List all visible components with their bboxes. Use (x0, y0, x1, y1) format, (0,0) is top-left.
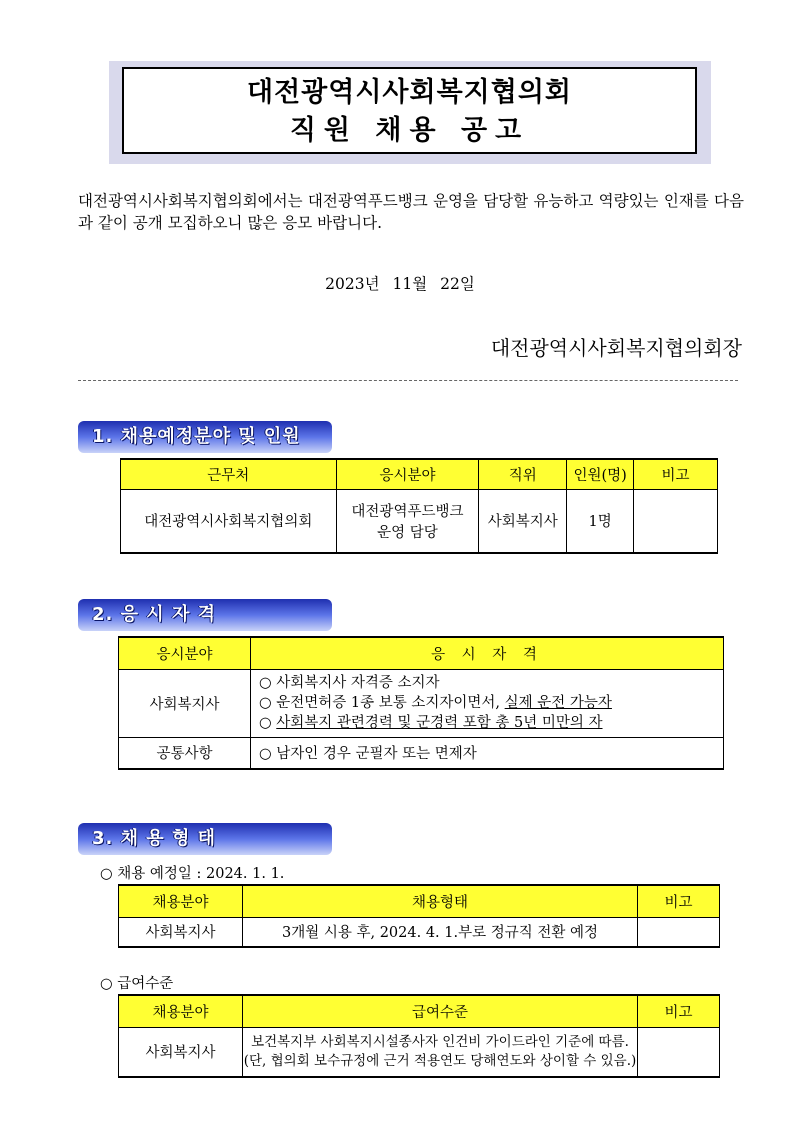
col-field: 응시분야 (119, 637, 251, 669)
section1-heading: 1. 채용예정분야 및 인원 (78, 421, 332, 453)
table-row (121, 489, 718, 553)
col-note: 비고 (638, 885, 720, 917)
table-row (119, 669, 724, 737)
cell-salary (243, 1027, 638, 1077)
cell-field: 사회복지사 (119, 1027, 243, 1077)
table-row (119, 737, 724, 769)
cell-common: 공통사항 (119, 737, 251, 769)
cell-note (638, 1027, 720, 1077)
title-line2: 직원 채용 공고 (289, 115, 530, 146)
cell-field: 사회복지사 (119, 669, 251, 737)
col-field: 응시분야 (336, 459, 479, 489)
q3-underlined: 사회복지 관련경력 및 군경력 포함 총 5년 미만의 자 (276, 715, 603, 731)
intro-paragraph: 대전광역시사회복지협의회에서는 대전광역푸드뱅크 운영을 담당할 유능하고 역량있는 인재를 다음과 같이 공개 모집하오니 많은 응모 바랍니다. (78, 192, 744, 232)
cell-qualifications (251, 669, 724, 737)
section3-heading: 3. 채 용 형 태 (78, 823, 332, 855)
salary-table (118, 994, 720, 1078)
cell-workplace: 대전광역시사회복지협의회 (121, 489, 337, 553)
qualification-1: ○ 사회복지사 자격증 소지자 (259, 675, 440, 691)
table-row (119, 1027, 720, 1077)
field-line2: 운영 담당 (377, 524, 438, 541)
salary-note: ○ 급여수준 (100, 976, 174, 992)
col-type: 채용형태 (243, 885, 638, 917)
field-line1: 대전광역푸드뱅크 (351, 503, 464, 520)
cell-note (634, 489, 718, 553)
qualification-2 (259, 693, 723, 713)
col-count: 인원(명) (567, 459, 634, 489)
qualification-3 (259, 713, 723, 733)
cell-position: 사회복지사 (479, 489, 567, 553)
col-note: 비고 (634, 459, 718, 489)
title-line1: 대전광역시사회복지협의회 (247, 77, 572, 108)
salary-line2: (단, 협의회 보수규정에 근거 적용연도 당해연도와 상이할 수 있음.) (243, 1052, 637, 1069)
cell-field (336, 489, 479, 553)
col-workplace: 근무처 (121, 459, 337, 489)
q2-underlined: 실제 운전 가능자 (504, 695, 612, 711)
q3-bullet: ○ (259, 715, 277, 731)
employment-table (118, 884, 720, 948)
title-box (122, 67, 697, 154)
cell-note (638, 917, 720, 947)
recruit-table (120, 458, 718, 554)
cell-type: 3개월 시용 후, 2024. 4. 1.부로 정규직 전환 예정 (243, 917, 638, 947)
section2-heading: 2. 응 시 자 격 (78, 599, 332, 631)
cell-common-text: ○ 남자인 경우 군필자 또는 면제자 (251, 737, 724, 769)
signature: 대전광역시사회복지협의회장 (490, 336, 742, 360)
salary-line1: 보건복지부 사회복지시설종사자 인건비 가이드라인 기준에 따름. (251, 1033, 629, 1050)
col-qualification: 응 시 자 격 (251, 637, 724, 669)
start-date-note: ○ 채용 예정일 : 2024. 1. 1. (100, 866, 285, 882)
q2-text: ○ 운전면허증 1종 보통 소지자이면서, (259, 695, 505, 711)
col-field: 채용분야 (119, 995, 243, 1027)
col-note: 비고 (638, 995, 720, 1027)
divider (78, 380, 738, 381)
col-salary: 급여수준 (243, 995, 638, 1027)
announcement-date: 2023년 11월 22일 (325, 275, 475, 293)
cell-count: 1명 (567, 489, 634, 553)
col-position: 직위 (479, 459, 567, 489)
qualification-table (118, 636, 724, 770)
table-row (119, 917, 720, 947)
col-field: 채용분야 (119, 885, 243, 917)
cell-field: 사회복지사 (119, 917, 243, 947)
